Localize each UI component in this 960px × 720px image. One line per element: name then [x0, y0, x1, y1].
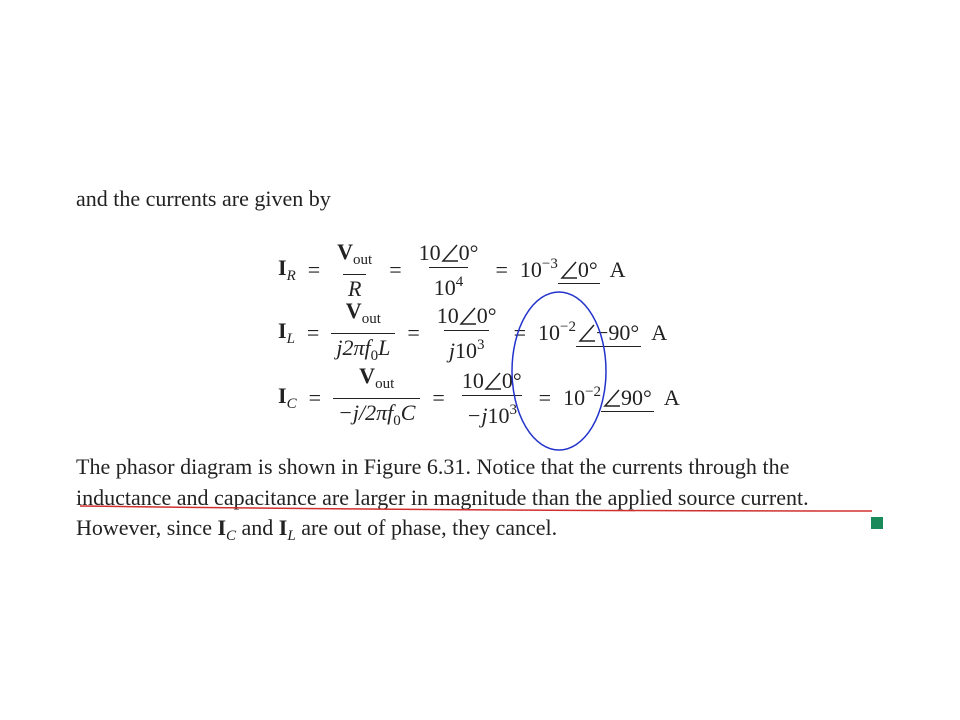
line3-suffix: are out of phase, they cancel. — [295, 515, 558, 540]
angle-value: 0° — [577, 257, 598, 282]
fraction-numeric — [432, 302, 502, 365]
denominator: 10 — [433, 274, 456, 300]
current-symbol: I — [278, 318, 287, 343]
denominator: 10 — [454, 337, 477, 363]
il-symbol: I — [278, 515, 288, 540]
line3-and: and — [236, 515, 279, 540]
fraction-numeric — [414, 239, 484, 302]
frequency-symbol: f — [387, 399, 394, 425]
denominator-prefix: j2π — [336, 334, 365, 360]
magnitude: 10 — [436, 302, 459, 328]
angle-icon — [578, 324, 596, 342]
result-base: 10 — [563, 385, 586, 410]
vout-symbol: V — [337, 238, 354, 264]
explanation-paragraph — [76, 452, 809, 552]
result-angle — [576, 320, 641, 347]
vout-subscript: out — [353, 251, 373, 268]
line3-prefix: However, since — [76, 515, 218, 540]
result-exponent: −2 — [585, 384, 602, 400]
angle-icon — [603, 389, 621, 407]
equation-ic — [278, 362, 680, 429]
intro-text: and the currents are given by — [76, 186, 331, 211]
angle-value: 90° — [621, 385, 652, 410]
paragraph-line-3 — [76, 513, 809, 552]
current-symbol: I — [278, 383, 287, 408]
result-base: 10 — [538, 320, 560, 345]
exponent: 3 — [476, 336, 485, 353]
result — [538, 319, 641, 347]
equation-lhs — [278, 255, 296, 285]
equals-sign: = — [306, 320, 320, 345]
fraction-vout-over-jwl — [331, 297, 395, 370]
fraction-vout-over-r — [332, 238, 377, 303]
angle-value: 0° — [458, 239, 479, 265]
result-angle — [558, 257, 600, 284]
unit: A — [663, 385, 680, 410]
paragraph-line-2: inductance and capacitance are larger in magnitude than the applied source current. — [76, 484, 809, 510]
current-subscript: C — [286, 396, 297, 412]
current-subscript: R — [286, 268, 296, 284]
equals-sign: = — [307, 257, 321, 282]
result — [520, 256, 600, 284]
ic-symbol: I — [217, 515, 227, 540]
vout-symbol: V — [359, 362, 376, 388]
angle-value: 0° — [501, 367, 522, 393]
frequency-subscript: 0 — [393, 412, 401, 429]
end-of-example-mark — [871, 517, 883, 529]
current-symbol: I — [278, 255, 287, 280]
result-exponent: −3 — [541, 256, 558, 272]
equals-sign: = — [308, 385, 321, 410]
inductance-symbol: L — [378, 334, 391, 360]
equals-sign: = — [513, 320, 526, 345]
angle-icon — [441, 244, 459, 262]
equals-sign: = — [407, 320, 420, 345]
il-subscript: L — [287, 528, 296, 544]
unit: A — [609, 257, 626, 282]
denominator-prefix: −j/2π — [338, 399, 388, 425]
magnitude: 10 — [418, 239, 441, 265]
ic-subscript: C — [226, 528, 237, 544]
vout-symbol: V — [345, 297, 362, 323]
result-angle — [601, 385, 654, 412]
fraction-vout-over-jwc — [333, 362, 420, 435]
frequency-symbol: f — [364, 334, 371, 360]
exponent: 3 — [509, 401, 517, 418]
equation-lhs — [278, 383, 297, 413]
magnitude: 10 — [461, 367, 484, 393]
result-base: 10 — [519, 257, 542, 282]
angle-icon — [560, 261, 578, 279]
equation-il — [278, 297, 668, 364]
imaginary-unit: j — [448, 337, 455, 363]
current-subscript: L — [286, 331, 295, 347]
capacitance-symbol: C — [400, 399, 416, 425]
frequency-subscript: 0 — [370, 347, 379, 364]
equation-ir — [278, 240, 626, 300]
equals-sign: = — [432, 385, 445, 410]
fraction-numeric — [457, 367, 527, 430]
imaginary-unit: −j — [466, 402, 488, 428]
angle-icon — [459, 307, 477, 325]
paragraph-line-1: The phasor diagram is shown in Figure 6.31. Notice that the currents through the — [76, 454, 790, 479]
denominator: 10 — [487, 402, 510, 428]
result — [563, 384, 654, 412]
exponent: 4 — [455, 273, 464, 290]
vout-subscript: out — [375, 375, 395, 392]
angle-value: −90° — [595, 320, 640, 345]
equation-lhs — [278, 318, 295, 348]
angle-icon — [484, 372, 502, 390]
equals-sign: = — [389, 257, 402, 282]
result-exponent: −2 — [560, 319, 576, 335]
equals-sign: = — [538, 385, 552, 410]
equals-sign: = — [495, 257, 508, 282]
vout-subscript: out — [361, 310, 381, 327]
angle-value: 0° — [476, 302, 497, 328]
unit: A — [651, 320, 668, 345]
denominator: R — [347, 275, 362, 301]
